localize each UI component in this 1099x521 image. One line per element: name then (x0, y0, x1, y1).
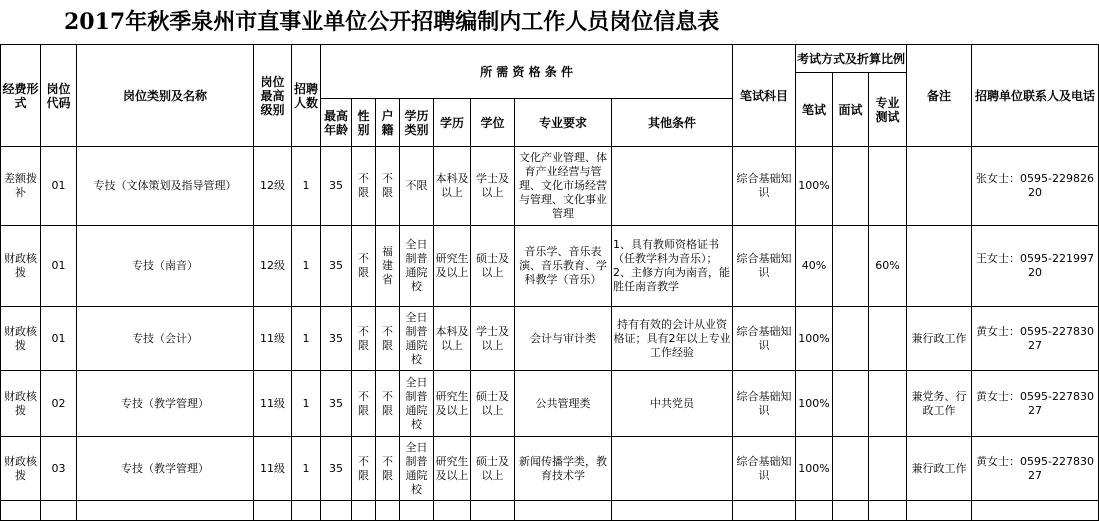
cell-age: 35 (321, 307, 352, 371)
header-written-subject: 笔试科目 (733, 45, 796, 147)
cell-edu-type: 全日制普通院校 (400, 307, 434, 371)
header-degree: 学位 (471, 99, 515, 147)
job-table (0, 44, 1099, 521)
cell-funding: 财政核拨 (1, 437, 41, 501)
cell-remarks: 兼行政工作 (907, 437, 972, 501)
cell-code: 01 (41, 307, 77, 371)
cell-remarks (907, 226, 972, 307)
cell-code: 03 (41, 437, 77, 501)
header-contact: 招聘单位联系人及电话 (972, 45, 1099, 147)
header-hukou: 户籍 (376, 99, 400, 147)
cell-code: 01 (41, 226, 77, 307)
cell-category: 专技（文体策划及指导管理） (77, 147, 254, 226)
cell-special (869, 437, 907, 501)
header-exam-method: 考试方式及折算比例 (796, 45, 907, 73)
cell-category: 专技（会计） (77, 307, 254, 371)
cell-interview (833, 226, 869, 307)
cell-funding: 财政核拨 (1, 371, 41, 437)
cell-written: 100% (796, 307, 833, 371)
cell-hukou: 不限 (376, 147, 400, 226)
cell-hukou: 不限 (376, 307, 400, 371)
cell-education: 研究生及以上 (434, 371, 471, 437)
cell-subject: 综合基础知识 (733, 307, 796, 371)
table-row (1, 226, 1099, 307)
cell-level: 12级 (254, 226, 292, 307)
cell-hukou: 不限 (376, 371, 400, 437)
cell-count: 1 (292, 437, 321, 501)
cell-education: 研究生及以上 (434, 226, 471, 307)
cell-contact: 黄女士：0595-22783027 (972, 437, 1099, 501)
cell-other: 1、具有教师资格证书（任教学科为音乐）；2、主修方向为南音，能胜任南音教学 (612, 226, 733, 307)
table-row (1, 147, 1099, 226)
header-code: 岗位代码 (41, 45, 77, 147)
cell-remarks: 兼党务、行政工作 (907, 371, 972, 437)
cell-edu-type: 全日制普通院校 (400, 371, 434, 437)
cell-major: 音乐学、音乐表演、音乐教育、学科教学（音乐） (515, 226, 612, 307)
cell-contact: 王女士：0595-22199720 (972, 226, 1099, 307)
table-row-partial (1, 501, 1099, 521)
cell-age: 35 (321, 437, 352, 501)
cell-degree: 硕士及以上 (471, 437, 515, 501)
cell-category: 专技（南音） (77, 226, 254, 307)
cell-edu-type: 不限 (400, 147, 434, 226)
cell-category: 专技（教学管理） (77, 371, 254, 437)
cell-other (612, 147, 733, 226)
cell-education: 本科及以上 (434, 307, 471, 371)
cell-code: 01 (41, 147, 77, 226)
header-funding: 经费形式 (1, 45, 41, 147)
cell-remarks: 兼行政工作 (907, 307, 972, 371)
cell-written: 100% (796, 371, 833, 437)
cell-major: 新闻传播学类，教育技术学 (515, 437, 612, 501)
cell-other: 中共党员 (612, 371, 733, 437)
cell-subject: 综合基础知识 (733, 147, 796, 226)
cell-contact: 张女士：0595-22982620 (972, 147, 1099, 226)
header-category: 岗位类别及名称 (77, 45, 254, 147)
cell-degree: 学士及以上 (471, 147, 515, 226)
header-remarks: 备注 (907, 45, 972, 147)
cell-interview (833, 147, 869, 226)
cell-written: 100% (796, 147, 833, 226)
cell-edu-type: 全日制普通院校 (400, 437, 434, 501)
cell-gender: 不限 (352, 147, 376, 226)
cell-other (612, 437, 733, 501)
cell-age: 35 (321, 226, 352, 307)
table-row (1, 307, 1099, 371)
header-other: 其他条件 (612, 99, 733, 147)
header-edu-type: 学历类别 (400, 99, 434, 147)
cell-remarks (907, 147, 972, 226)
cell-other: 持有有效的会计从业资格证；具有2年以上专业工作经验 (612, 307, 733, 371)
cell-age: 35 (321, 147, 352, 226)
cell-interview (833, 371, 869, 437)
cell-hukou: 福建省 (376, 226, 400, 307)
cell-category: 专技（教学管理） (77, 437, 254, 501)
cell-count: 1 (292, 307, 321, 371)
header-level: 岗位最高级别 (254, 45, 292, 147)
header-count: 招聘人数 (292, 45, 321, 147)
cell-written: 40% (796, 226, 833, 307)
cell-hukou: 不限 (376, 437, 400, 501)
cell-funding: 财政核拨 (1, 307, 41, 371)
cell-gender: 不限 (352, 371, 376, 437)
cell-subject: 综合基础知识 (733, 437, 796, 501)
header-education: 学历 (434, 99, 471, 147)
page-title: 2017年秋季泉州市直事业单位公开招聘编制内工作人员岗位信息表 (64, 9, 720, 35)
cell-level: 11级 (254, 437, 292, 501)
cell-level: 11级 (254, 371, 292, 437)
cell-count: 1 (292, 371, 321, 437)
cell-education: 本科及以上 (434, 147, 471, 226)
cell-major: 文化产业管理、体育产业经营与管理、文化市场经营与管理、文化事业管理 (515, 147, 612, 226)
header-requirements: 所 需 资 格 条 件 (321, 45, 733, 99)
cell-education: 研究生及以上 (434, 437, 471, 501)
header-max-age: 最高年龄 (321, 99, 352, 147)
table-row (1, 437, 1099, 501)
cell-level: 12级 (254, 147, 292, 226)
cell-interview (833, 307, 869, 371)
cell-interview (833, 437, 869, 501)
cell-funding: 差额拨补 (1, 147, 41, 226)
cell-special: 60% (869, 226, 907, 307)
cell-count: 1 (292, 226, 321, 307)
cell-subject: 综合基础知识 (733, 371, 796, 437)
header-written: 笔试 (796, 73, 833, 147)
cell-written: 100% (796, 437, 833, 501)
header-major: 专业要求 (515, 99, 612, 147)
cell-funding: 财政核拨 (1, 226, 41, 307)
cell-edu-type: 全日制普通院校 (400, 226, 434, 307)
cell-special (869, 307, 907, 371)
header-interview: 面试 (833, 73, 869, 147)
cell-contact: 黄女士：0595-22783027 (972, 307, 1099, 371)
cell-degree: 硕士及以上 (471, 371, 515, 437)
cell-gender: 不限 (352, 437, 376, 501)
cell-code: 02 (41, 371, 77, 437)
header-special: 专业测试 (869, 73, 907, 147)
cell-subject: 综合基础知识 (733, 226, 796, 307)
cell-contact: 黄女士：0595-22783027 (972, 371, 1099, 437)
cell-count: 1 (292, 147, 321, 226)
table-row (1, 371, 1099, 437)
cell-degree: 学士及以上 (471, 307, 515, 371)
cell-degree: 硕士及以上 (471, 226, 515, 307)
cell-gender: 不限 (352, 226, 376, 307)
header-gender: 性别 (352, 99, 376, 147)
cell-special (869, 371, 907, 437)
cell-level: 11级 (254, 307, 292, 371)
cell-major: 会计与审计类 (515, 307, 612, 371)
cell-gender: 不限 (352, 307, 376, 371)
cell-special (869, 147, 907, 226)
cell-major: 公共管理类 (515, 371, 612, 437)
cell-age: 35 (321, 371, 352, 437)
